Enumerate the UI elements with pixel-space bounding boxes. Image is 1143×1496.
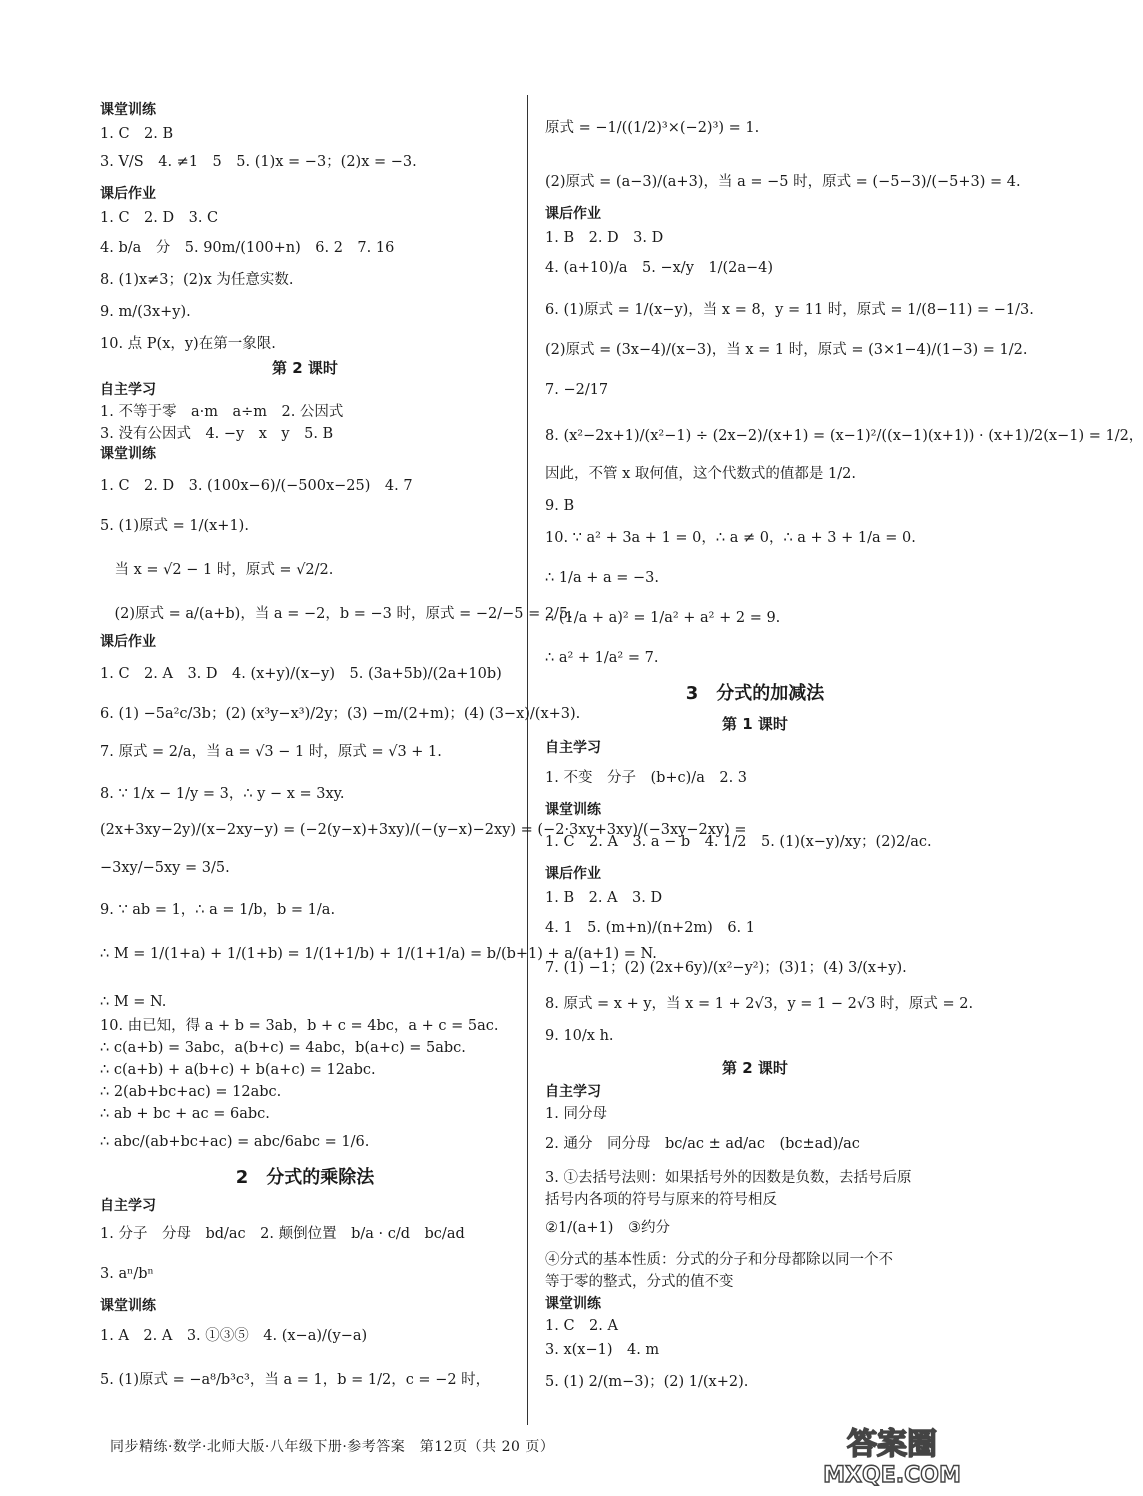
answer-line: 1. B 2. D 3. D <box>545 230 664 246</box>
answer-line: 9. B <box>545 498 575 514</box>
column-divider <box>527 95 528 1425</box>
answer-line: 9. 10/x h. <box>545 1028 614 1044</box>
answer-line: 1. 同分母 <box>545 1106 607 1122</box>
answer-line: 10. 由已知，得 a + b = 3ab，b + c = 4bc，a + c = 5ac. <box>100 1018 499 1034</box>
answer-line: ④分式的基本性质：分式的分子和分母都除以同一个不 <box>545 1252 893 1268</box>
answer-line: 1. B 2. A 3. D <box>545 890 663 906</box>
section-heading: 课后作业 <box>545 866 601 882</box>
answer-line: 原式 = −1/((1/2)³×(−2)³) = 1. <box>545 120 760 136</box>
section-heading: 课堂训练 <box>100 446 156 462</box>
answer-line: 1. C 2. A 3. D 4. (x+y)/(x−y) 5. (3a+5b)/(2a+10b) <box>100 666 502 682</box>
answer-line: 3. x(x−1) 4. m <box>545 1342 660 1358</box>
answer-line: (2)原式 = (3x−4)/(x−3)，当 x = 1 时，原式 = (3×1−4)/(1−3) = 1/2. <box>545 342 1028 358</box>
answer-line: 9. ∵ ab = 1，∴ a = 1/b，b = 1/a. <box>100 902 336 918</box>
answer-line: 5. (1)原式 = −a⁸/b³c³，当 a = 1，b = 1/2，c = −2 时， <box>100 1372 491 1388</box>
answer-line: ∴ abc/(ab+bc+ac) = abc/6abc = 1/6. <box>100 1134 370 1150</box>
answer-line: 3. aⁿ/bⁿ <box>100 1266 154 1282</box>
section-heading: 课后作业 <box>545 206 601 222</box>
answer-line: (2)原式 = a/(a+b)，当 a = −2，b = −3 时，原式 = −2/−5 = 2/5. <box>100 606 573 622</box>
answer-line: ∴ c(a+b) = 3abc，a(b+c) = 4abc，b(a+c) = 5abc. <box>100 1040 466 1056</box>
answer-line: 5. (1)原式 = 1/(x+1). <box>100 518 249 534</box>
answer-line: 1. C 2. A <box>545 1318 618 1334</box>
answer-line: ∴ ab + bc + ac = 6abc. <box>100 1106 270 1122</box>
answer-line: 1. A 2. A 3. ①③⑤ 4. (x−a)/(y−a) <box>100 1328 368 1344</box>
answer-line: 6. (1) −5a²c/3b；(2) (x³y−x³)/2y；(3) −m/(2+m)；(4) (3−x)/(x+3). <box>100 706 581 722</box>
answer-line: 1. 不等于零 a·m a÷m 2. 公因式 <box>100 404 344 420</box>
svg-text:答案圈: 答案圈 <box>847 1427 937 1462</box>
answer-line: (2x+3xy−2y)/(x−2xy−y) = (−2(y−x)+3xy)/(−(y−x)−2xy) = (−2·3xy+3xy)/(−3xy−2xy) = <box>100 822 747 838</box>
answer-line: ∴ M = N. <box>100 994 167 1010</box>
section-heading: 自主学习 <box>100 382 156 398</box>
answer-line: 7. 原式 = 2/a，当 a = √3 − 1 时，原式 = √3 + 1. <box>100 744 442 760</box>
section-heading: 课后作业 <box>100 634 156 650</box>
answer-line: 因此，不管 x 取何值，这个代数式的值都是 1/2. <box>545 466 856 482</box>
section-heading: 3 分式的加减法 <box>685 683 825 704</box>
section-heading: 自主学习 <box>100 1198 156 1214</box>
section-heading: 第 1 课时 <box>722 715 788 733</box>
answer-line: 3. V/S 4. ≠1 5 5. (1)x = −3；(2)x = −3. <box>100 154 417 170</box>
answer-line: ∴ a² + 1/a² = 7. <box>545 650 659 666</box>
answer-line: ∴ c(a+b) + a(b+c) + b(a+c) = 12abc. <box>100 1062 376 1078</box>
answer-line: ∴ (1/a + a)² = 1/a² + a² + 2 = 9. <box>545 610 781 626</box>
answer-line: 9. m/(3x+y). <box>100 304 191 320</box>
svg-text:MXQE.COM: MXQE.COM <box>823 1463 961 1488</box>
answer-line: −3xy/−5xy = 3/5. <box>100 860 230 876</box>
section-heading: 第 2 课时 <box>722 1059 788 1077</box>
answer-line: 10. ∵ a² + 3a + 1 = 0，∴ a ≠ 0，∴ a + 3 + 1/a = 0. <box>545 530 916 546</box>
section-heading: 自主学习 <box>545 740 601 756</box>
answer-line: 1. C 2. D 3. C <box>100 210 219 226</box>
section-heading: 课堂训练 <box>100 1298 156 1314</box>
section-heading: 自主学习 <box>545 1084 601 1100</box>
answer-line: 8. 原式 = x + y，当 x = 1 + 2√3，y = 1 − 2√3 时，原式 = 2. <box>545 996 974 1012</box>
section-heading: 课堂训练 <box>545 1296 601 1312</box>
answer-line: 4. b/a 分 5. 90m/(100+n) 6. 2 7. 16 <box>100 240 395 256</box>
answer-line: 5. (1) 2/(m−3)；(2) 1/(x+2). <box>545 1374 749 1390</box>
section-heading: 第 2 课时 <box>272 359 338 377</box>
answer-line: (2)原式 = (a−3)/(a+3)，当 a = −5 时，原式 = (−5−3)/(−5+3) = 4. <box>545 174 1021 190</box>
answer-line: 1. 不变 分子 (b+c)/a 2. 3 <box>545 770 748 786</box>
page-footer: 同步精练·数学·北师大版·八年级下册·参考答案 第12页（共 20 页） <box>110 1439 555 1455</box>
answer-line: 10. 点 P(x，y)在第一象限. <box>100 336 276 352</box>
answer-line: ∴ 1/a + a = −3. <box>545 570 659 586</box>
answer-line: 7. (1) −1；(2) (2x+6y)/(x²−y²)；(3)1；(4) 3/(x+y). <box>545 960 907 976</box>
section-heading: 课后作业 <box>100 186 156 202</box>
answer-line: 2. 通分 同分母 bc/ac ± ad/ac (bc±ad)/ac <box>545 1136 860 1152</box>
answer-line: 3. 没有公因式 4. −y x y 5. B <box>100 426 334 442</box>
answer-line: 1. C 2. A 3. a − b 4. 1/2 5. (1)(x−y)/xy；(2)2/ac. <box>545 834 932 850</box>
answer-line: 1. C 2. B <box>100 126 174 142</box>
answer-line: 8. (1)x≠3；(2)x 为任意实数. <box>100 272 294 288</box>
answer-line: 1. C 2. D 3. (100x−6)/(−500x−25) 4. 7 <box>100 478 413 494</box>
answer-line: 4. 1 5. (m+n)/(n+2m) 6. 1 <box>545 920 755 936</box>
answer-line: 8. ∵ 1/x − 1/y = 3，∴ y − x = 3xy. <box>100 786 345 802</box>
answer-line: 7. −2/17 <box>545 382 609 398</box>
answer-line: 4. (a+10)/a 5. −x/y 1/(2a−4) <box>545 260 774 276</box>
answer-line: 8. (x²−2x+1)/(x²−1) ÷ (2x−2)/(x+1) = (x−1)²/((x−1)(x+1)) · (x+1)/2(x−1) = 1/2， <box>545 428 1143 444</box>
answer-line: ∴ 2(ab+bc+ac) = 12abc. <box>100 1084 282 1100</box>
answer-line: 3. ①去括号法则：如果括号外的因数是负数，去括号后原 <box>545 1170 912 1186</box>
answer-line: 当 x = √2 − 1 时，原式 = √2/2. <box>100 562 334 578</box>
section-heading: 2 分式的乘除法 <box>235 1167 375 1188</box>
answer-line: 1. 分子 分母 bd/ac 2. 颠倒位置 b/a · c/d bc/ad <box>100 1226 465 1242</box>
section-heading: 课堂训练 <box>545 802 601 818</box>
answer-line: ②1/(a+1) ③约分 <box>545 1220 670 1236</box>
answer-line: 等于零的整式，分式的值不变 <box>545 1274 734 1290</box>
section-heading: 课堂训练 <box>100 102 156 118</box>
answer-line: 6. (1)原式 = 1/(x−y)，当 x = 8，y = 11 时，原式 = 1/(8−11) = −1/3. <box>545 302 1034 318</box>
watermark-logo <box>800 1420 980 1490</box>
answer-line: 括号内各项的符号与原来的符号相反 <box>545 1192 777 1208</box>
answer-line: ∴ M = 1/(1+a) + 1/(1+b) = 1/(1+1/b) + 1/(1+1/a) = b/(b+1) + a/(a+1) = N. <box>100 946 657 962</box>
